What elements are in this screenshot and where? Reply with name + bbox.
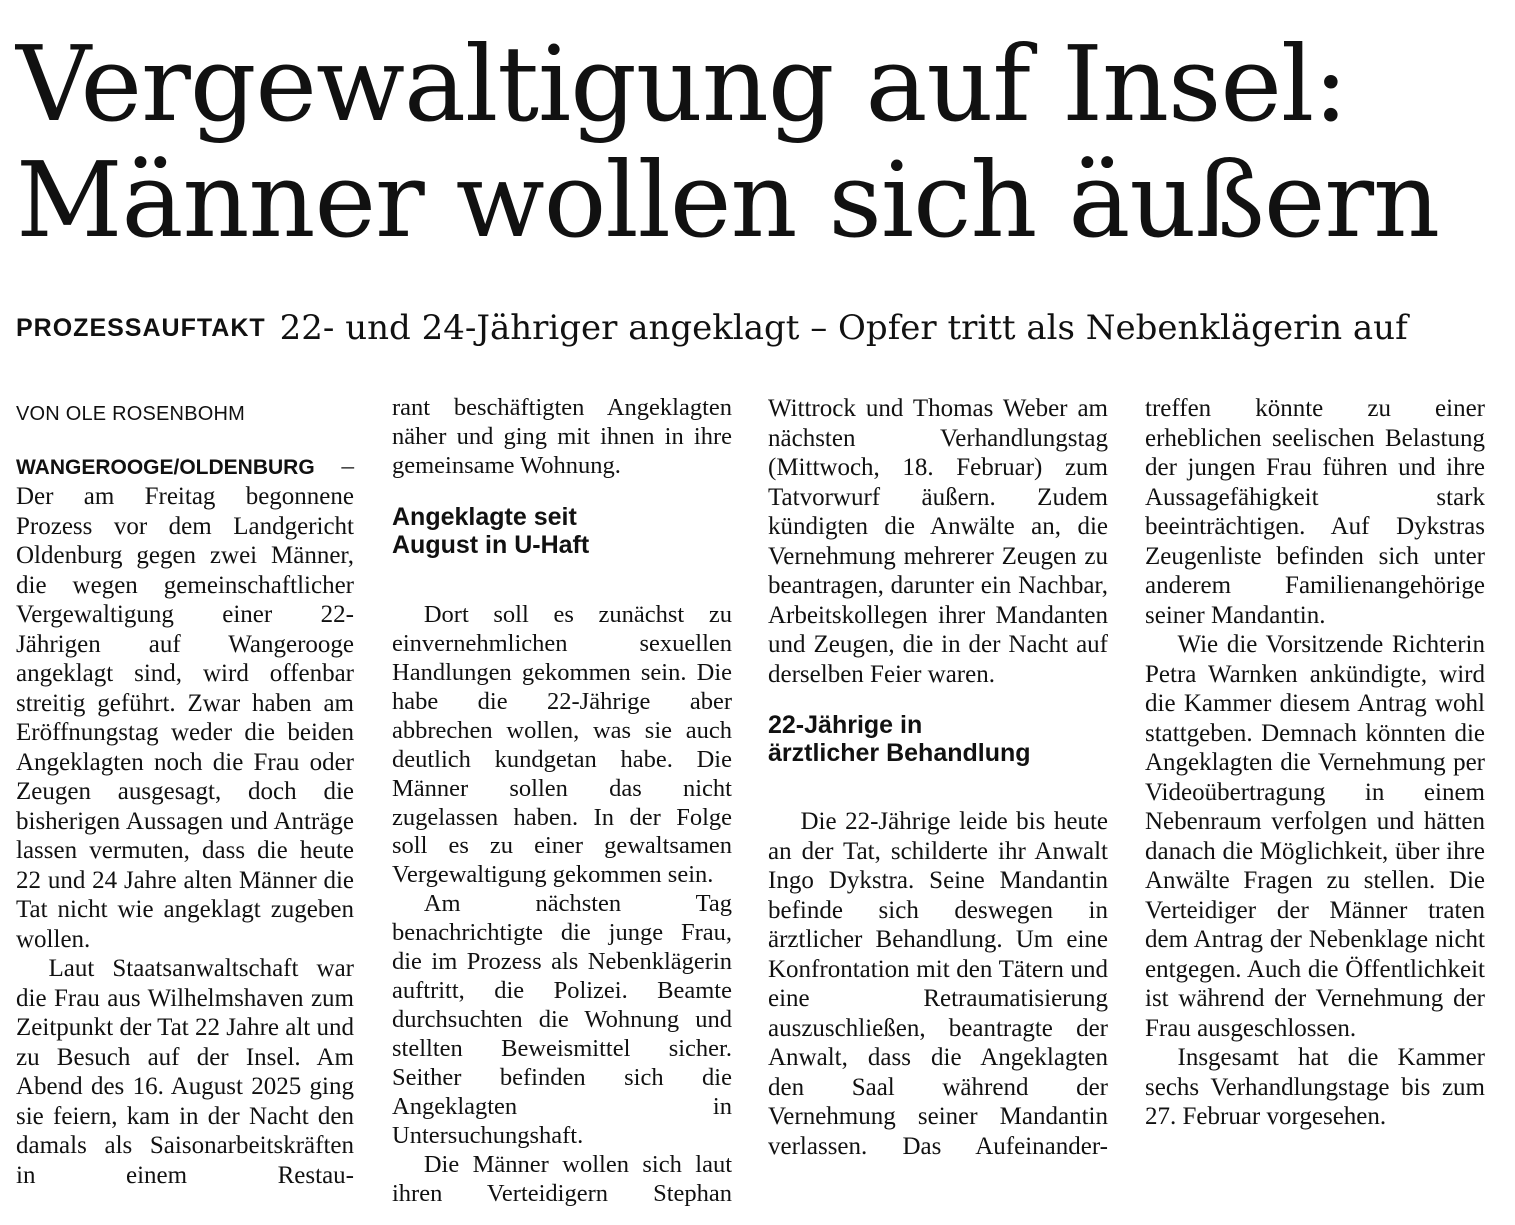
section-heading-line-1: Angeklagte seit — [392, 502, 577, 531]
article-paragraph: Laut Staatsanwaltschaft war die Frau aus Wilhelmshaven zum Zeitpunkt der Tat 22 Jahre alt und zu Besuch auf der Insel. Am Abend des 16. August 2025 ging sie feiern, kam in der Nacht den damals als Saisonarbeitskräften in einem Restau- — [16, 955, 354, 1189]
section-heading — [392, 503, 732, 559]
section-heading-line-2: August in U-Haft — [392, 530, 590, 559]
subheadline — [16, 308, 1506, 348]
section-heading-line-1: 22-Jährige in — [768, 711, 923, 739]
article-paragraph: Wie die Vorsitzende Richterin Petra Warnken ankündigte, wird die Kammer diesem Antrag wohl stattgeben. Demnach könnten die Angeklagten die Vernehmung per Videoübertragung in einem Nebenraum verfolgen und hätten danach die Möglichkeit, über ihre Anwälte Fragen zu stellen. Die Verteidiger der Männer traten dem Antrag der Nebenklage nicht entgegen. Auch die Öffentlichkeit ist während der Vernehmung der Frau ausgeschlossen. — [1145, 631, 1485, 1042]
headline-line-2: Männer wollen sich äußern — [16, 139, 1440, 261]
article-column-3 — [768, 394, 1108, 1161]
article-paragraph: rant beschäftigten Angeklagten näher und ging mit ihnen in ihre gemeinsame Wohnung. — [392, 394, 732, 479]
paragraph-text: – Der am Freitag begonnene Prozess vor dem Landgericht Oldenburg gegen zwei Männer, die wegen gemeinschaftlicher Vergewaltigung einer 22-Jährigen auf Wangerooge angeklagt sind, wird offenbar streitig geführt. Zwar haben am Eröffnungstag weder die beiden Angeklagten noch die Frau oder Zeugen ausgesagt, doch die bisherigen Aussagen und Anträge lassen vermuten, dass die heute 22 und 24 Jahre alten Männer die Tat nicht wie angeklagt zugeben wollen. — [16, 452, 354, 953]
article-paragraph: Die 22-Jährige leide bis heute an der Tat, schilderte ihr Anwalt Ingo Dykstra. Seine Mandantin befinde sich deswegen in ärztlicher Behandlung. Um eine Konfrontation mit den Tätern und eine Retraumatisierung auszuschließen, beantragte der Anwalt, dass die Angeklagten den Saal während der Vernehmung seiner Mandantin verlassen. Das Aufeinander- — [768, 808, 1108, 1160]
subhead-kicker: PROZESSAUFTAKT — [16, 314, 266, 342]
headline — [16, 23, 1506, 261]
article-paragraph — [16, 452, 354, 955]
article-column-4 — [1145, 394, 1485, 1132]
dateline: WANGEROOGE/OLDENBURG — [16, 455, 315, 479]
article-column-1 — [16, 394, 354, 1190]
article-column-2 — [392, 394, 732, 1209]
section-heading — [768, 711, 1108, 767]
article-paragraph: Die Männer wollen sich laut ihren Verteidigern Stephan — [392, 1150, 732, 1207]
article-paragraph: Wittrock und Thomas Weber am nächsten Verhandlungstag (Mittwoch, 18. Februar) zum Tatvorwurf äußern. Zudem kündigten die Anwälte an, die Vernehmung mehrerer Zeugen zu beantragen, darunter ein Nachbar, Arbeitskollegen ihrer Mandanten und Zeugen, die in der Nacht auf derselben Feier waren. — [768, 395, 1108, 688]
article-paragraph: Insgesamt hat die Kammer sechs Verhandlungstage bis zum 27. Februar vorgesehen. — [1145, 1044, 1485, 1130]
article-paragraph: Am nächsten Tag benachrichtigte die junge Frau, die im Prozess als Nebenklägerin auftritt, die Polizei. Beamte durchsuchten die Wohnung und stellten Beweismittel sicher. Seither befinden sich die Angeklagten in Untersuchungshaft. — [392, 890, 732, 1150]
headline-line-1: Vergewaltigung auf Insel: — [16, 23, 1348, 145]
article-paragraph: Dort soll es zunächst zu einvernehmlichen sexuellen Handlungen gekommen sein. Die habe die 22-Jährige aber abbrechen wollen, was sie auch deutlich kundgetan habe. Die Männer sollen das nicht zugelassen haben. In der Folge soll es zu einer gewaltsamen Vergewaltigung gekommen sein. — [392, 600, 732, 889]
byline: VON OLE ROSENBOHM — [16, 403, 245, 425]
subhead-deck: 22- und 24-Jähriger angeklagt – Opfer tritt als Nebenklägerin auf — [279, 308, 1408, 348]
article-paragraph: treffen könnte zu einer erheblichen seelischen Belastung der jungen Frau führen und ihre Aussagefähigkeit stark beeinträchtigen. Auf Dykstras Zeugenliste befinden sich unter anderem Familienangehörige seiner Mandantin. — [1145, 395, 1485, 629]
section-heading-line-2: ärztlicher Behandlung — [768, 739, 1031, 767]
